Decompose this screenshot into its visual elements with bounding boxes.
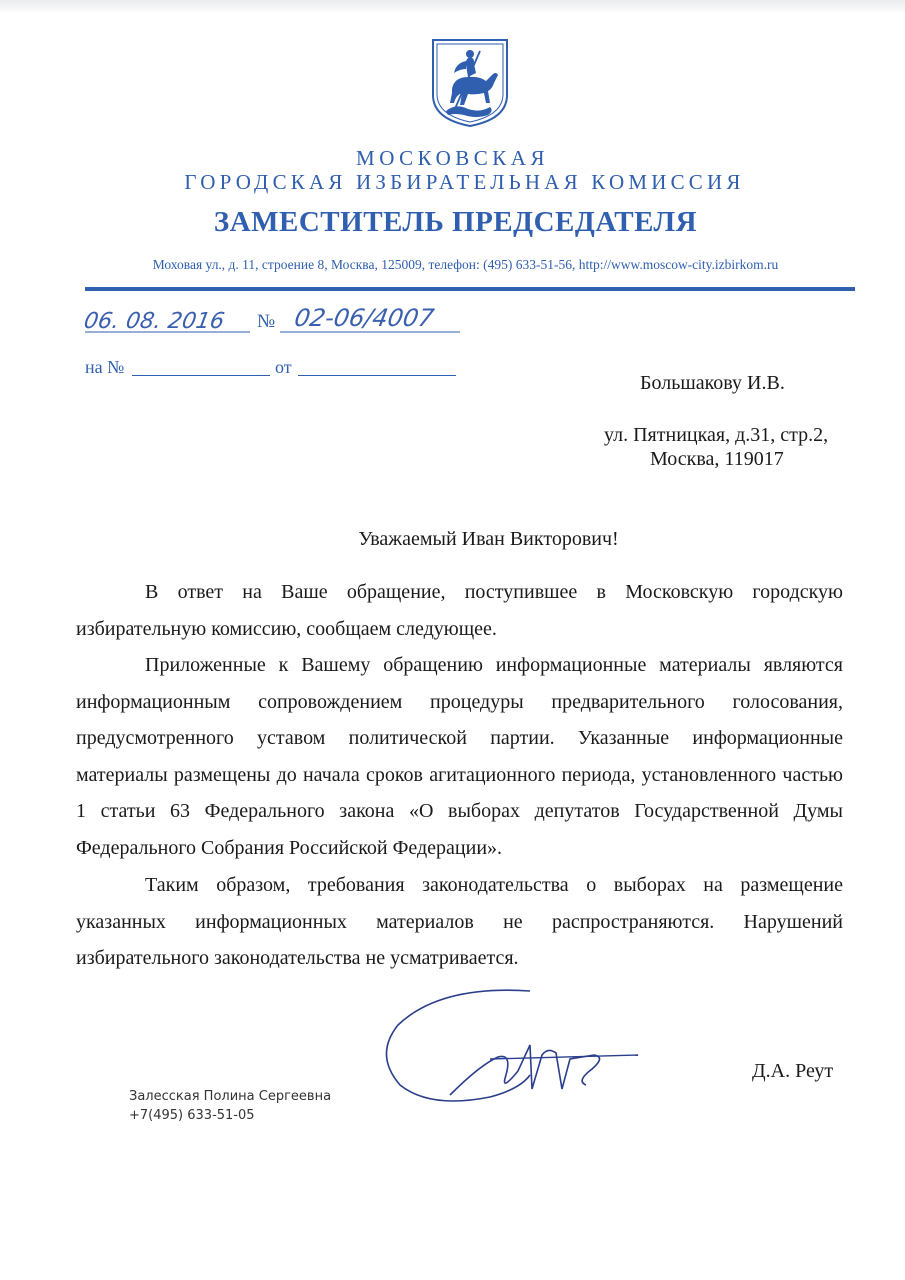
header-divider (85, 287, 855, 291)
body-paragraph-2: Приложенные к Вашему обращению информационные материалы являются информационным сопровождением процедуры предварительного голосования, предусмотренного уставом политической партии. Указанные информационные материалы размещены до начала сроков агитационного периода, установленного частью 1 статьи 63 Федерального закона «О выборах депутатов Государственной Думы Федерального Собрания Российской Федерации». (76, 654, 843, 859)
recipient-name: Большакову И.В. (640, 372, 785, 394)
reference-date-line (298, 375, 456, 376)
body-paragraph-3: Таким образом, требования законодательства о выборах на размещение указанных информационных материалов не распространяются. Нарушений избирательного законодательства не усматривается. (76, 874, 843, 969)
greeting: Уважаемый Иван Викторович! (358, 528, 619, 550)
handwritten-signature-icon (380, 985, 650, 1110)
registration-date: 06. 08. 2016 (82, 308, 227, 334)
reference-from-label: от (275, 357, 292, 377)
org-name-line1: МОСКОВСКАЯ (356, 146, 549, 170)
reference-number-label: на № (85, 357, 125, 377)
reference-number-line (132, 375, 270, 376)
recipient-address-line1: ул. Пятницкая, д.31, стр.2, (604, 424, 829, 446)
registration-no-label: № (257, 311, 276, 332)
scan-edge-shadow (0, 0, 905, 14)
org-title: ЗАМЕСТИТЕЛЬ ПРЕДСЕДАТЕЛЯ (213, 206, 698, 238)
moscow-coat-of-arms-icon (430, 37, 510, 129)
executor-name: Залесская Полина Сергеевна (129, 1089, 332, 1104)
executor-phone: +7(495) 633-51-05 (129, 1108, 255, 1123)
signer-name: Д.А. Реут (752, 1060, 834, 1082)
registration-handwritten (80, 300, 480, 342)
body-paragraph-1: В ответ на Ваше обращение, поступившее в Московскую городскую избирательную комиссию, сообщаем следующее. (76, 581, 843, 640)
recipient-address-line2: Москва, 119017 (650, 448, 784, 470)
org-address: Моховая ул., д. 11, строение 8, Москва, 125009, телефон: (495) 633-51-56, http://www.moscow-city.izbirkom.ru (152, 257, 779, 272)
org-name-line2: ГОРОДСКАЯ ИЗБИРАТЕЛЬНАЯ КОМИССИЯ (184, 170, 745, 194)
registration-number: 02-06/4007 (292, 304, 437, 332)
